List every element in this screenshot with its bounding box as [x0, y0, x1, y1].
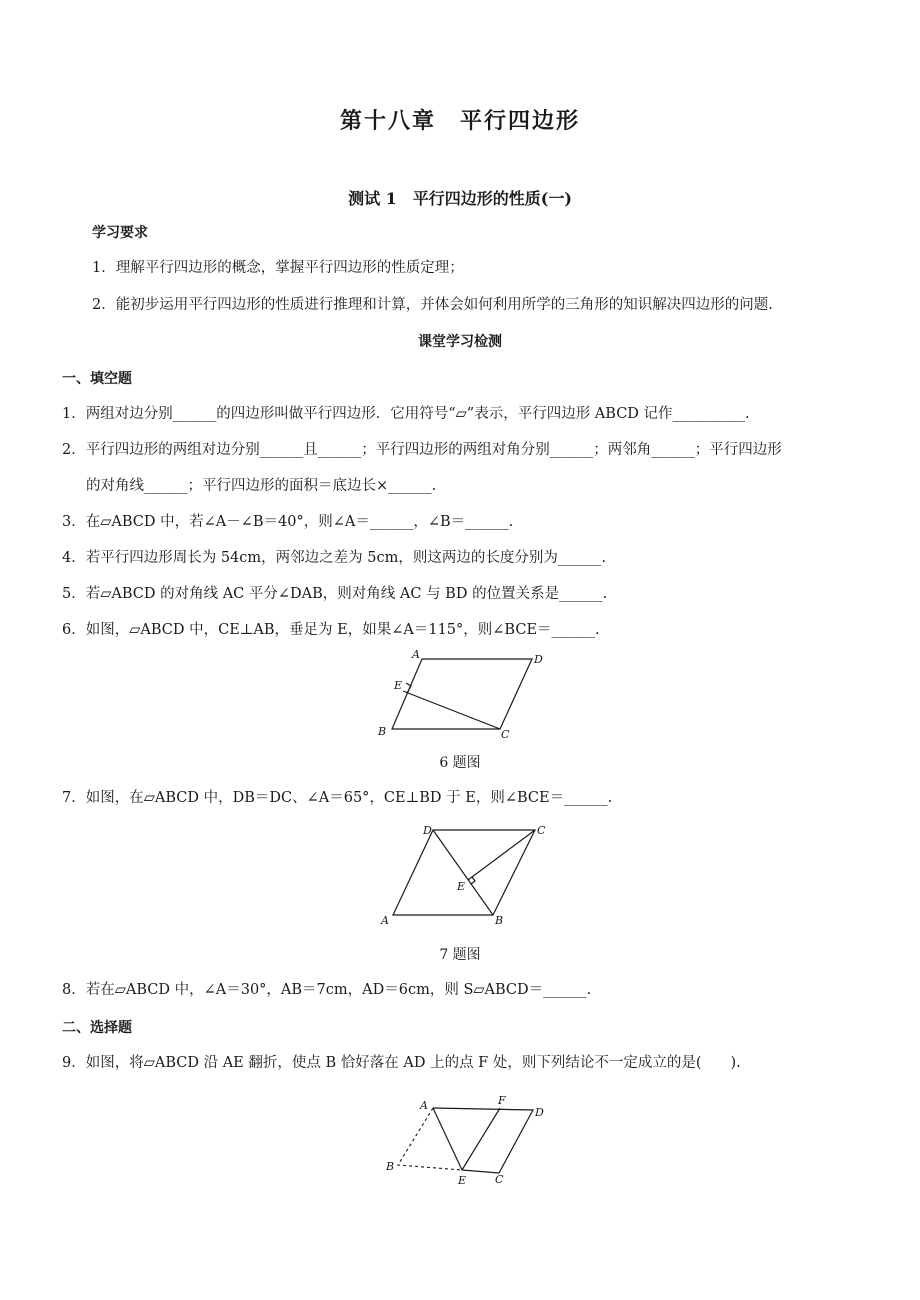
fig9-label-f: F	[498, 1094, 506, 1107]
section-title: 测试 1 平行四边形的性质(一)	[348, 189, 572, 208]
part2-heading: 二、选择题	[62, 1020, 132, 1036]
parallelogram-abcd	[393, 830, 535, 915]
fig6-label-e: E	[394, 679, 403, 692]
segment-ce	[468, 830, 535, 880]
requirement-item-2: 2．能初步运用平行四边形的性质进行推理和计算，并体会如何利用所学的三角形的知识解决四边形的问题.	[92, 297, 773, 313]
question-2: 2．平行四边形的两组对边分别______且______；平行四边形的两组对角分别______；两邻角______；平行四边形	[62, 442, 782, 458]
fig7-label-a: A	[381, 914, 389, 927]
question-9: 9．如图，将▱ABCD 沿 AE 翻折，使点 B 恰好落在 AD 上的点 F 处，则下列结论不一定成立的是( ).	[62, 1055, 741, 1071]
fig7-label-e: E	[457, 880, 466, 893]
fig9-label-a: A	[420, 1099, 428, 1112]
right-angle-mark	[406, 683, 411, 693]
question-5: 5．若▱ABCD 的对角线 AC 平分∠DAB，则对角线 AC 与 BD 的位置关系是______.	[62, 586, 608, 602]
fig6-label-c: C	[501, 728, 510, 741]
fig9-label-c: C	[495, 1173, 504, 1186]
fig7-label-d: D	[423, 824, 432, 837]
question-3: 3．在▱ABCD 中，若∠A－∠B＝40°，则∠A＝______，∠B＝______.	[62, 514, 514, 530]
figure-7-caption: 7 题图	[439, 947, 481, 963]
question-6: 6．如图，▱ABCD 中，CE⊥AB，垂足为 E，如果∠A＝115°，则∠BCE＝______.	[62, 622, 600, 638]
chapter-title: 第十八章 平行四边形	[339, 108, 580, 134]
parallelogram-abcd	[392, 659, 532, 729]
figure-6-diagram	[360, 645, 560, 745]
fig9-label-d: D	[535, 1106, 544, 1119]
figure-6-caption: 6 题图	[439, 755, 481, 771]
part1-heading: 一、填空题	[62, 371, 132, 387]
fig9-label-b: B	[386, 1160, 395, 1173]
fig6-label-d: D	[534, 653, 543, 666]
question-1: 1．两组对边分别______的四边形叫做平行四边形．它用符号“▱”表示，平行四边形 ABCD 记作__________.	[62, 406, 750, 422]
question-4: 4．若平行四边形周长为 54cm，两邻边之差为 5cm，则这两边的长度分别为______.	[62, 550, 606, 566]
diagonal-db	[433, 830, 493, 915]
question-7: 7．如图，在▱ABCD 中，DB＝DC、∠A＝65°，CE⊥BD 于 E，则∠BCE＝______.	[62, 790, 613, 806]
fig6-label-b: B	[378, 725, 387, 738]
fold-line-ae	[433, 1108, 462, 1170]
question-8: 8．若在▱ABCD 中，∠A＝30°，AB＝7cm，AD＝6cm，则 S▱ABCD＝______.	[62, 982, 592, 998]
segment-ce	[403, 691, 500, 729]
fig7-label-c: C	[537, 824, 546, 837]
original-b-position	[398, 1108, 462, 1170]
question-2-cont: 的对角线______；平行四边形的面积＝底边长×______.	[86, 478, 437, 494]
requirements-heading: 学习要求	[92, 225, 148, 241]
fig9-label-e: E	[458, 1174, 467, 1187]
class-check-heading: 课堂学习检测	[418, 334, 502, 350]
segment-fe	[462, 1108, 500, 1170]
requirement-item-1: 1．理解平行四边形的概念，掌握平行四边形的性质定理；	[92, 260, 464, 276]
figure-7-diagram	[375, 820, 555, 930]
figure-9-diagram	[378, 1090, 558, 1190]
fig6-label-a: A	[412, 648, 420, 661]
fig7-label-b: B	[495, 914, 504, 927]
